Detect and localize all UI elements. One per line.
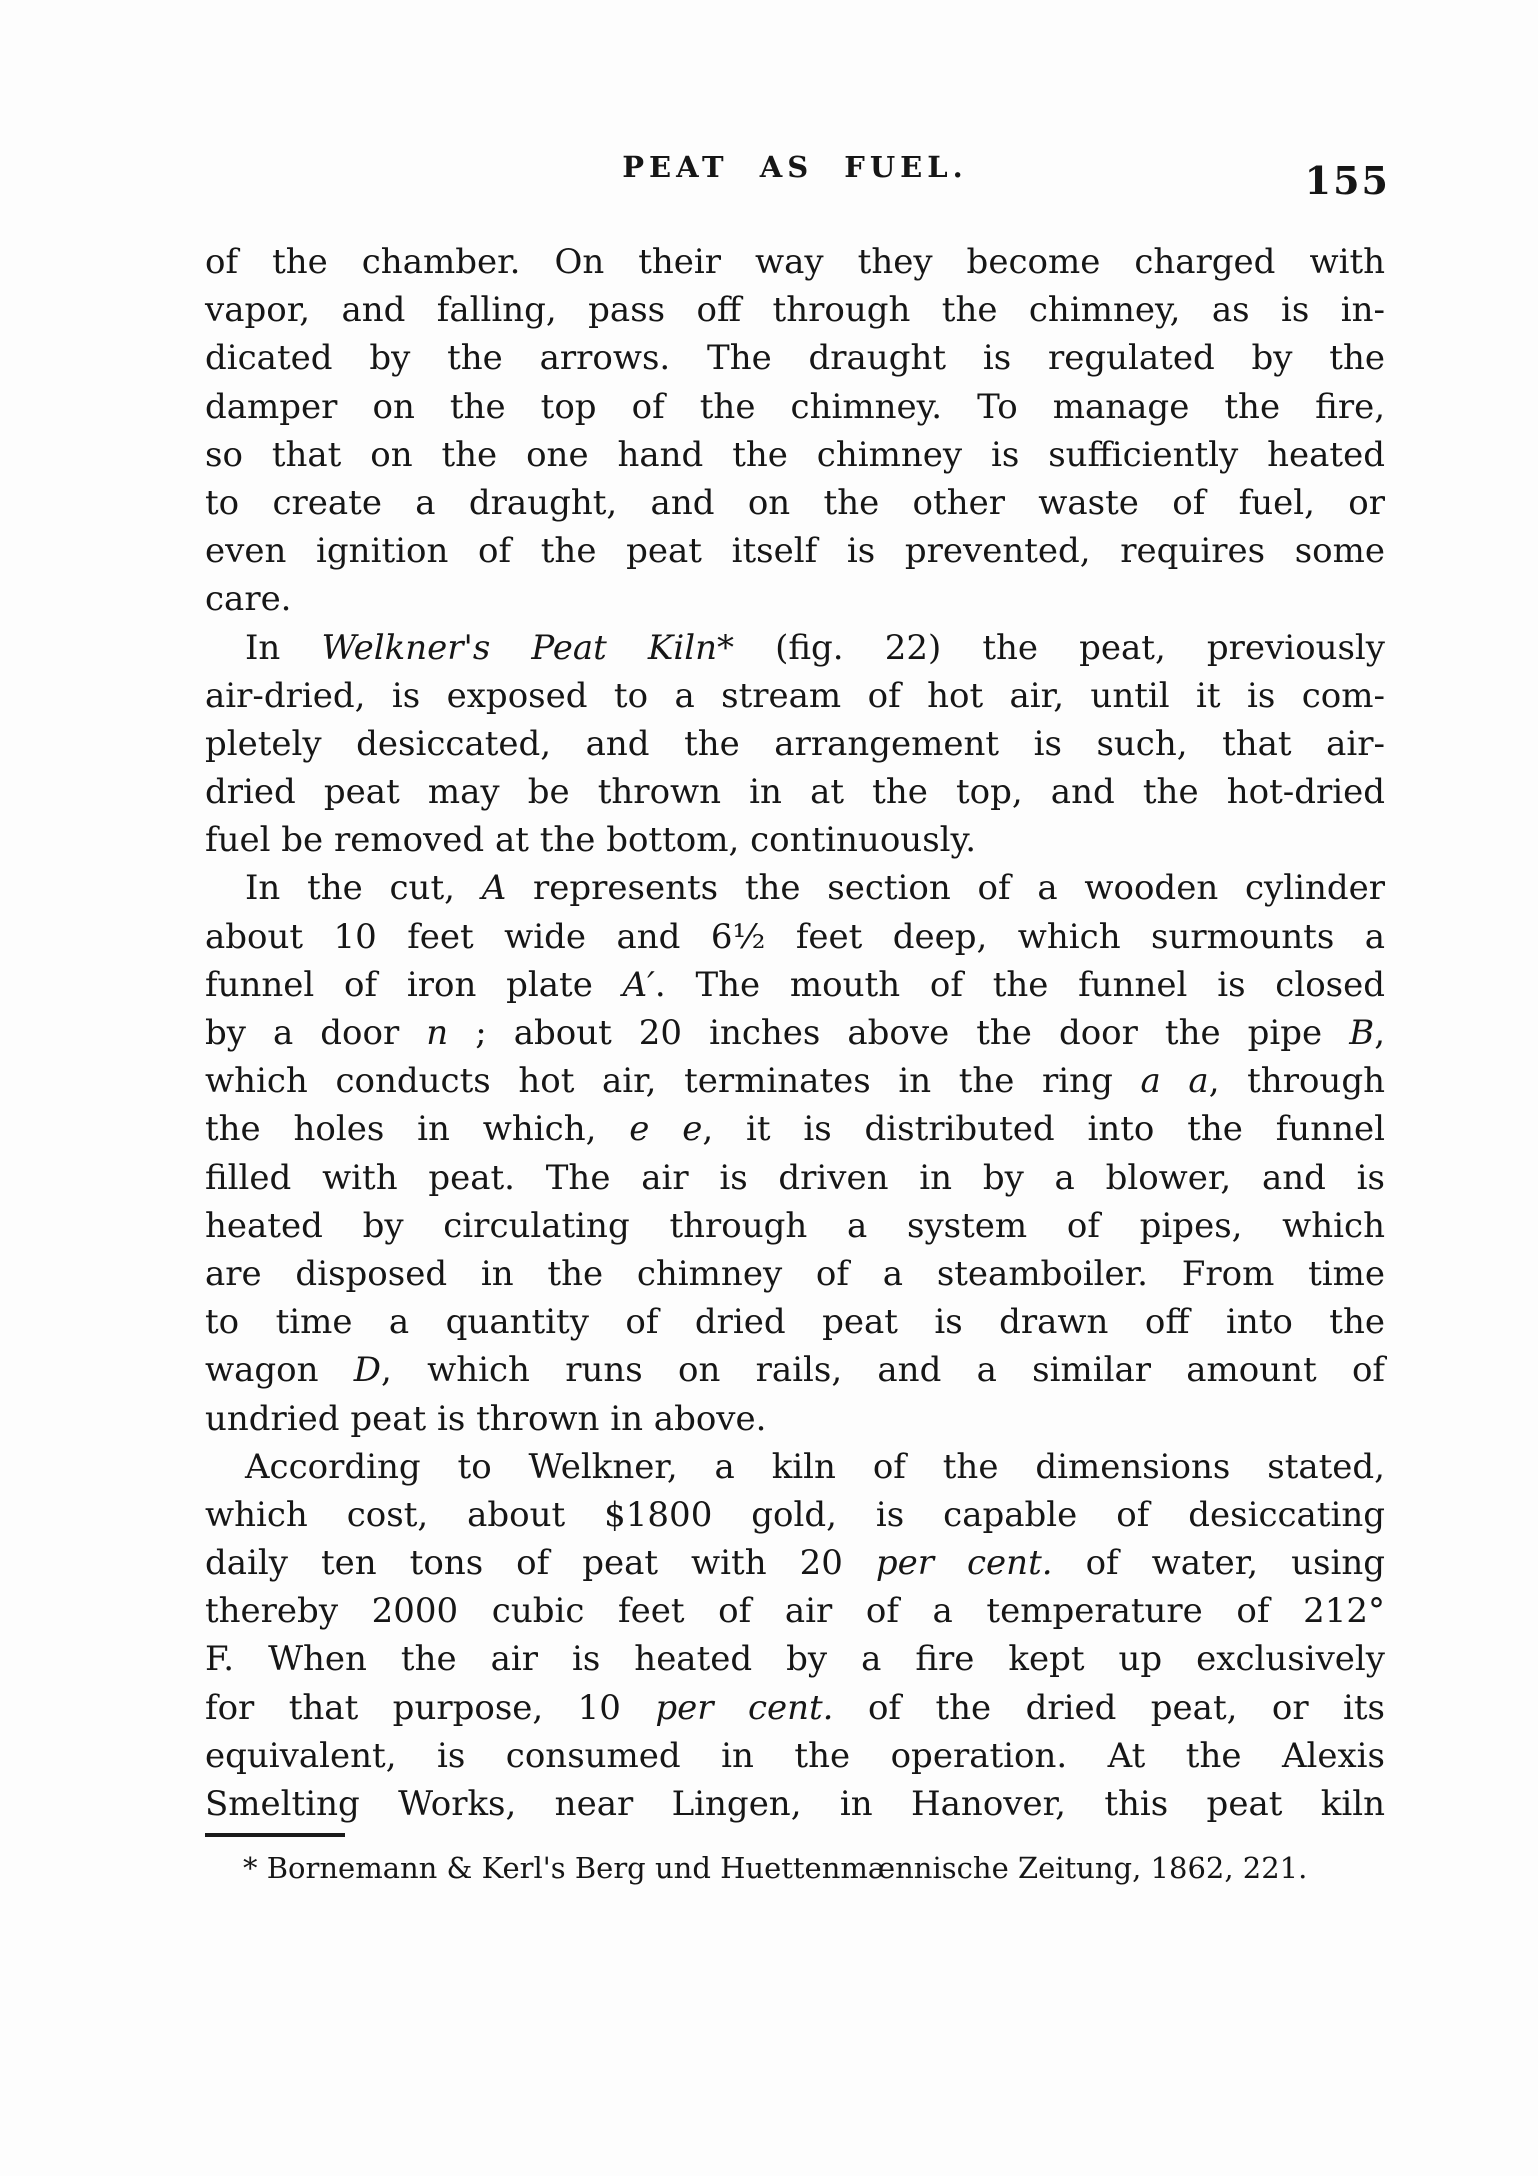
italic-text: per cent. [655, 1687, 834, 1728]
body-line [205, 624, 1385, 672]
body-line: to time a quantity of dried peat is drawn off into the [205, 1302, 1385, 1343]
text-segment: ; about 20 inches above the door the pipe [448, 1013, 1350, 1053]
text-segment: of the dried peat, or its [833, 1687, 1386, 1728]
text-segment: for that purpose, 10 [205, 1687, 656, 1728]
italic-text: B [1349, 1013, 1375, 1053]
body-line: which cost, about $1800 gold, is capable of desiccating [205, 1494, 1385, 1535]
text-segment: represents the section of a wooden cylinder [506, 868, 1386, 909]
body-line: dried peat may be thrown in at the top, and the hot-dried [205, 772, 1385, 813]
body-line: thereby 2000 cubic feet of air of a temperature of 212° [205, 1591, 1385, 1632]
body-line [205, 1009, 1385, 1057]
body-line [205, 1539, 1385, 1587]
body-line: fuel be removed at the bottom, continuously. [205, 820, 977, 861]
text-segment: which conducts hot air, terminates in the ring [205, 1061, 1141, 1102]
body-line: filled with peat. The air is driven in by a blower, and is [205, 1157, 1385, 1198]
text-segment: wagon [205, 1350, 354, 1391]
italic-text: Welkner's Peat Kiln [321, 627, 717, 668]
body-line [205, 1346, 1385, 1394]
text-segment: , [1374, 1013, 1385, 1053]
body-line: care. [205, 579, 292, 620]
text-segment: In the cut, [245, 868, 482, 909]
body-line: According to Welkner, a kiln of the dimensions stated, [245, 1446, 1385, 1487]
body-line: of the chamber. On their way they become charged with [205, 242, 1385, 282]
italic-text: A [481, 868, 507, 909]
italic-text: a a [1140, 1061, 1209, 1102]
running-title: PEAT AS FUEL. [622, 150, 968, 184]
italic-text: n [426, 1013, 449, 1053]
body-line: dicated by the arrows. The draught is regulated by the [205, 338, 1385, 379]
body-line: damper on the top of the chimney. To manage the fire, [205, 386, 1385, 427]
body-line [205, 864, 1385, 912]
body-line [205, 1057, 1385, 1105]
footnote-separator [205, 1833, 345, 1837]
text-segment: , which runs on rails, and a similar amount of [381, 1350, 1386, 1391]
body-line: equivalent, is consumed in the operation. At the Alexis [205, 1735, 1385, 1776]
text-segment: In [245, 627, 322, 668]
body-line: even ignition of the peat itself is prevented, requires some [205, 531, 1385, 572]
body-line: F. When the air is heated by a fire kept up exclusively [205, 1639, 1385, 1680]
text-segment: the holes in which, [205, 1109, 630, 1150]
text-segment: . The mouth of the funnel is closed [654, 964, 1386, 1005]
footnote: * Bornemann & Kerl's Berg und Huettenmænnische Zeitung, 1862, 221. [243, 1851, 1308, 1885]
body-line: air-dried, is exposed to a stream of hot air, until it is com- [205, 675, 1385, 716]
italic-text: A′ [622, 964, 655, 1005]
italic-text: e e [629, 1109, 703, 1150]
text-segment: , it is distributed into the funnel [702, 1109, 1385, 1150]
body-line: heated by circulating through a system of pipes, which [205, 1205, 1385, 1246]
body-text [205, 238, 1385, 1828]
body-line [205, 1684, 1385, 1732]
body-line: Smelting Works, near Lingen, in Hanover, this peat kiln [205, 1784, 1385, 1824]
italic-text: D [353, 1350, 382, 1391]
italic-text: per cent. [875, 1543, 1053, 1584]
body-line: undried peat is thrown in above. [205, 1398, 767, 1439]
body-line: so that on the one hand the chimney is sufficiently heated [205, 434, 1385, 475]
text-segment: funnel of iron plate [205, 964, 623, 1005]
text-segment: daily ten tons of peat with 20 [205, 1543, 876, 1584]
page-number: 155 [1304, 158, 1390, 203]
body-line: are disposed in the chimney of a steamboiler. From time [205, 1253, 1385, 1294]
body-line [205, 1105, 1385, 1153]
body-line [205, 961, 1385, 1009]
text-segment: , through [1208, 1061, 1385, 1102]
text-segment: of water, using [1052, 1543, 1385, 1584]
body-line: pletely desiccated, and the arrangement is such, that air- [205, 723, 1385, 764]
body-line: about 10 feet wide and 6½ feet deep, which surmounts a [205, 916, 1385, 957]
body-line: to create a draught, and on the other waste of fuel, or [205, 482, 1385, 523]
body-line: vapor, and falling, pass off through the chimney, as is in- [205, 290, 1385, 331]
text-segment: * (fig. 22) the peat, previously [716, 627, 1385, 668]
text-segment: by a door [205, 1013, 427, 1053]
